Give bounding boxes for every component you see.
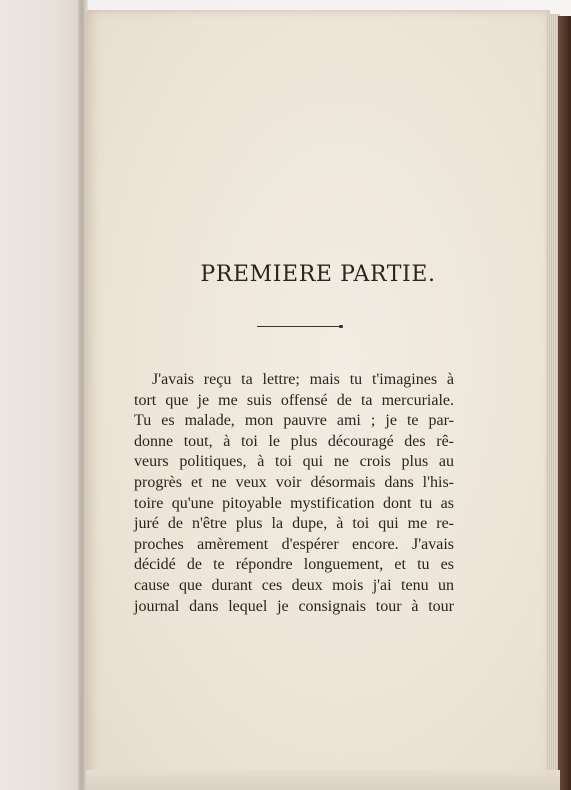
text-line: J'avais reçu ta lettre; mais tu t'imagines à (152, 371, 454, 388)
ornamental-rule (257, 326, 343, 327)
text-line: donne tout, à toi le plus découragé des rê- (134, 432, 454, 450)
text-line: progrès et ne veux voir désormais dans l'his- (134, 473, 454, 491)
text-line: proches amèrement d'espérer encore. J'avais (134, 535, 454, 553)
text-line: Tu es malade, mon pauvre ami ; je te par- (134, 412, 454, 430)
part-heading: PREMIERE PARTIE. (200, 262, 436, 287)
book-cover-edge (558, 16, 571, 790)
text-line: veurs politiques, à toi qui ne crois plus au (134, 453, 454, 471)
ornamental-rule-tail (339, 325, 343, 328)
text-line: cause que durant ces deux mois j'ai tenu un (134, 576, 454, 594)
text-line: journal dans lequel je consignais tour à tour (134, 597, 454, 615)
left-page (0, 0, 82, 790)
text-line: tort que je me suis offensé de ta mercuriale. (134, 391, 454, 409)
body-text (134, 370, 454, 617)
text-line: juré de n'être plus la dupe, à toi qui me re- (134, 515, 454, 533)
text-line: décidé de te répondre longuement, et tu es (134, 556, 454, 574)
page-bottom-edge (86, 770, 560, 790)
text-line: toire qu'une pitoyable mystification dont tu as (134, 494, 454, 512)
